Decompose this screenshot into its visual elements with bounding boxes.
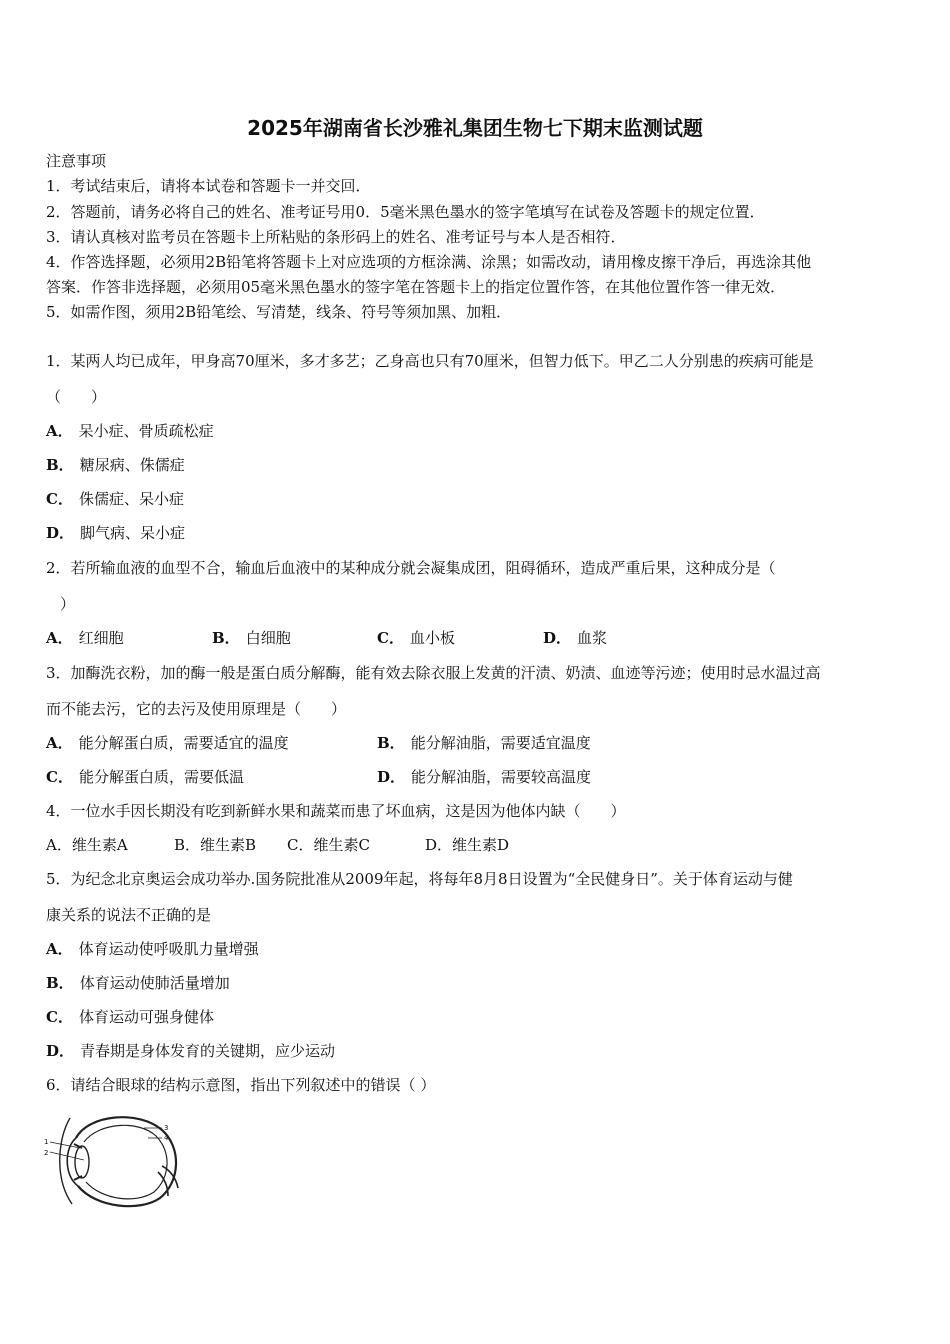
notice-item: 2．答题前，请务必将自己的姓名、准考证号用0．5毫米黑色墨水的签字笔填写在试卷及答题卡的规定位置． [46, 203, 765, 221]
question-3-stem: 3．加酶洗衣粉，加的酶一般是蛋白质分解酶，能有效去除衣服上发黄的汗渍、奶渍、血迹等污迹；使用时忌水温过高 [46, 664, 821, 682]
question-3-stem-cont: 而不能去污，它的去污及使用原理是（ ） [46, 700, 347, 718]
question-4-option-a: A．维生素A [46, 836, 128, 854]
notice-heading: 注意事项 [46, 152, 107, 170]
figure-label-3: 3 [164, 1124, 169, 1132]
notice-item: 3．请认真核对监考员在答题卡上所粘贴的条形码上的姓名、准考证号与本人是否相符． [46, 228, 626, 246]
question-1-stem: 1．某两人均已成年，甲身高70厘米，多才多艺；乙身高也只有70厘米，但智力低下。甲乙二人分别患的疾病可能是 [46, 352, 814, 370]
question-4-option-c: C．维生素C [287, 836, 370, 854]
question-5-option-a: A． 体育运动使呼吸肌力量增强 [46, 940, 259, 958]
notice-item: 4．作答选择题，必须用2B铅笔将答题卡上对应选项的方框涂满、涂黑；如需改动，请用橡皮擦干净后，再选涂其他 [46, 253, 812, 271]
question-1-option-b: B． 糖尿病、侏儒症 [46, 456, 185, 474]
question-2-option-a: A． 红细胞 [46, 629, 124, 647]
question-1-option-d: D． 脚气病、呆小症 [46, 524, 186, 542]
question-2-option-c: C． 血小板 [377, 629, 455, 647]
figure-label-2: 2 [44, 1149, 49, 1157]
figure-label-1: 1 [44, 1138, 49, 1146]
question-3-option-c: C． 能分解蛋白质，需要低温 [46, 768, 244, 786]
question-2-stem: 2．若所输血液的血型不合，输血后血液中的某种成分就会凝集成团，阻碍循环，造成严重后果，这种成分是（ [46, 559, 776, 577]
eyeball-diagram [44, 1108, 186, 1212]
question-2-option-d: D． 血浆 [543, 629, 608, 647]
question-3-option-b: B． 能分解油脂，需要适宜温度 [377, 734, 591, 752]
question-3-option-a: A． 能分解蛋白质，需要适宜的温度 [46, 734, 289, 752]
question-5-option-c: C． 体育运动可强身健体 [46, 1008, 214, 1026]
notice-item: 5．如需作图，须用2B铅笔绘、写清楚，线条、符号等须加黑、加粗． [46, 303, 512, 321]
question-2-stem-cont: ） [60, 595, 76, 613]
question-5-option-d: D． 青春期是身体发育的关键期，应少运动 [46, 1042, 336, 1060]
notice-item: 1．考试结束后，请将本试卷和答题卡一并交回． [46, 177, 371, 195]
notice-item: 答案．作答非选择题，必须用05毫米黑色墨水的签字笔在答题卡上的指定位置作答，在其他位置作答一律无效． [46, 278, 786, 296]
question-4-option-b: B．维生素B [174, 836, 257, 854]
question-5-stem-cont: 康关系的说法不正确的是 [46, 906, 212, 924]
question-1-option-a: A． 呆小症、骨质疏松症 [46, 422, 214, 440]
figure-label-4: 4 [164, 1134, 169, 1142]
question-5-option-b: B． 体育运动使肺活量增加 [46, 974, 230, 992]
question-3-option-d: D． 能分解油脂，需要较高温度 [377, 768, 592, 786]
question-4-option-d: D．维生素D [425, 836, 510, 854]
question-2-option-b: B． 白细胞 [212, 629, 291, 647]
question-6-stem: 6．请结合眼球的结构示意图，指出下列叙述中的错误（ ） [46, 1076, 436, 1094]
question-1-stem-cont: （ ） [46, 388, 107, 406]
question-1-option-c: C． 侏儒症、呆小症 [46, 490, 184, 508]
question-4-stem: 4．一位水手因长期没有吃到新鲜水果和蔬菜而患了坏血病，这是因为他体内缺（ ） [46, 802, 626, 820]
question-5-stem: 5．为纪念北京奥运会成功举办.国务院批准从2009年起，将每年8月8日设置为“全民健身日”。关于体育运动与健 [46, 870, 793, 888]
page-title: 2025年湖南省长沙雅礼集团生物七下期末监测试题 [247, 116, 703, 140]
